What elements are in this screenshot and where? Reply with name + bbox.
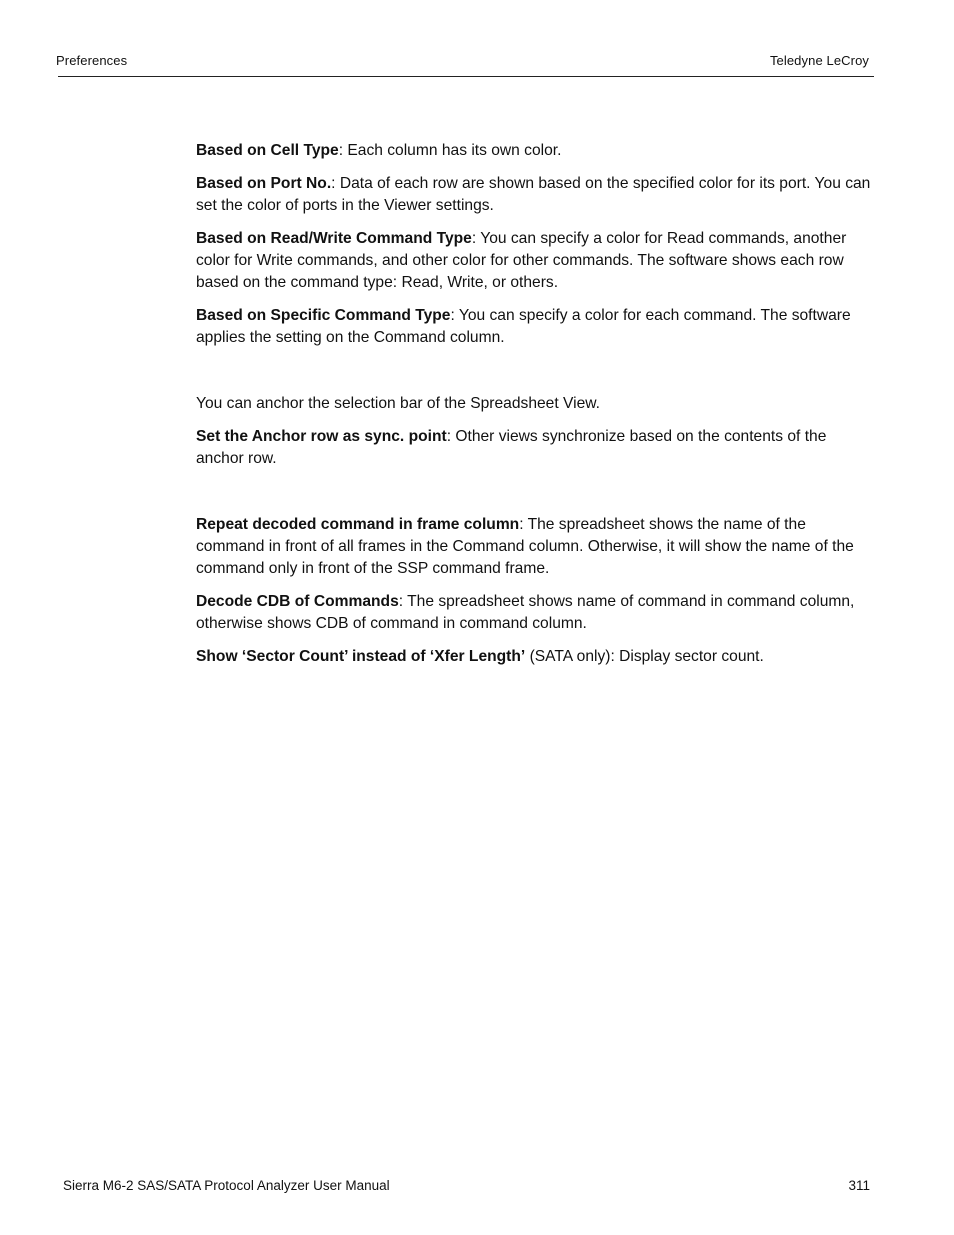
option-term: Based on Read/Write Command Type — [196, 230, 472, 247]
option-term: Show ‘Sector Count’ instead of ‘Xfer Length’ — [196, 648, 526, 665]
footer-manual-title: Sierra M6-2 SAS/SATA Protocol Analyzer User Manual — [63, 1178, 390, 1193]
option-term: Decode CDB of Commands — [196, 593, 399, 610]
option-sector-count — [196, 646, 872, 668]
option-term: Based on Specific Command Type — [196, 307, 451, 324]
header-divider — [58, 76, 874, 77]
option-repeat-decoded-command — [196, 514, 872, 580]
option-description: : Data of each row are shown based on the specified color for its port. You can set the color of ports in the Viewer settings. — [196, 175, 871, 214]
option-term: Set the Anchor row as sync. point — [196, 428, 447, 445]
option-term: Based on Cell Type — [196, 142, 339, 159]
anchor-intro: You can anchor the selection bar of the Spreadsheet View. — [196, 395, 600, 412]
option-specific-command-type — [196, 305, 872, 349]
option-description: (SATA only): Display sector count. — [525, 648, 764, 665]
option-read-write-type — [196, 228, 872, 294]
option-description: : You can specify a color for Read commands, another color for Write commands, and other color for other commands. The software shows each row based on the command type: Read, Write, or others. — [196, 230, 847, 291]
header-section-title: Preferences — [56, 53, 128, 68]
option-decode-cdb — [196, 591, 872, 635]
option-description: : You can specify a color for each command. The software applies the setting on the Command column. — [196, 307, 851, 346]
option-description: : Each column has its own color. — [338, 142, 562, 159]
option-description: : Other views synchronize based on the contents of the anchor row. — [196, 428, 827, 467]
option-description: : The spreadsheet shows name of command in command column, otherwise shows CDB of command in command column. — [196, 593, 855, 632]
option-term: Repeat decoded command in frame column — [196, 516, 520, 533]
option-anchor-sync — [196, 426, 872, 470]
header-company-name: Teledyne LeCroy — [769, 53, 869, 68]
option-port-no — [196, 173, 872, 217]
option-cell-type — [196, 140, 872, 162]
page-body — [196, 140, 872, 668]
option-term: Based on Port No. — [196, 175, 332, 192]
footer-page-number: 311 — [848, 1178, 870, 1193]
option-description: : The spreadsheet shows the name of the command in front of all frames in the Command column. Otherwise, it will show the name of the command only in front of the SSP command frame. — [196, 516, 854, 577]
